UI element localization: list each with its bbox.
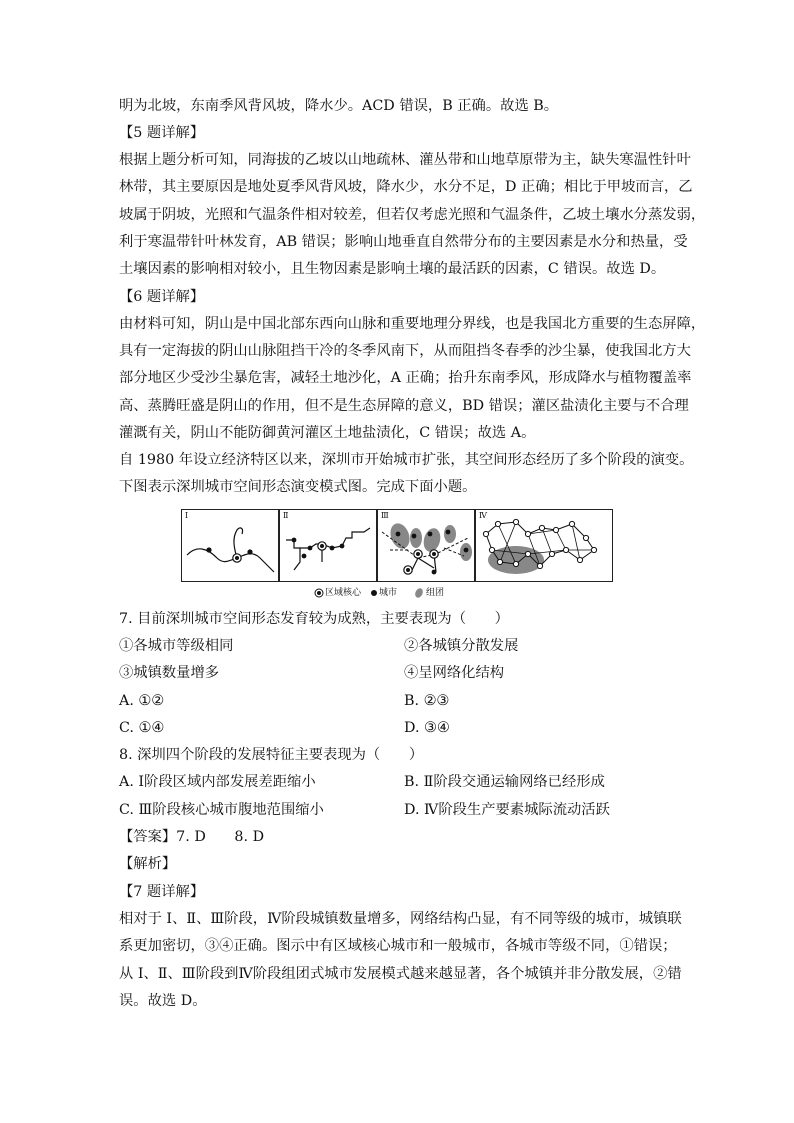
text-line: 具有一定海拔的阴山山脉阻挡干冷的冬季风南下，从而阻挡冬春季的沙尘暴，使我国北方大 [119,343,691,359]
figure-legend [314,586,474,600]
text-line: 部分地区少受沙尘暴危害，减轻土地沙化，A 正确；抬升东南季风，形成降水与植物覆盖率 [119,370,692,386]
q8-option-b: B. Ⅱ阶段交通运输网络已经形成 [404,774,605,790]
panel-label: Ⅳ [479,511,487,520]
text-line: 自 1980 年设立经济特区以来，深圳市开始城市扩张，其空间形态经历了多个阶段的演变。 [119,452,694,468]
panel-label: Ⅲ [381,511,389,520]
q7-statement-2: ②各城镇分散发展 [404,638,519,654]
shenzhen-evolution-figure [181,509,613,582]
q5-header: 【5 题详解】 [119,125,205,141]
legend-cluster-label: 组团 [426,588,445,598]
text-line: 林带，其主要原因是地处夏季风背风坡，降水少，水分不足，D 正确；相比于甲坡而言，乙 [119,179,693,195]
q7-option-c: C. ①④ [119,720,165,736]
panel-label: Ⅰ [185,511,189,520]
text-line: 从 Ⅰ、Ⅱ、Ⅲ阶段到Ⅳ阶段组团式城市发展模式越来越显著，各个城镇并非分散发展，②错 [119,966,682,982]
panel-stage-3 [377,509,475,582]
text-line: 高、蒸腾旺盛是阴山的作用，但不是生态屏障的意义，BD 错误；灌区盐渍化主要与不合理 [119,398,689,414]
text-line: 系更加密切，③④正确。图示中有区域核心城市和一般城市，各城市等级不同，①错误； [119,938,677,954]
text-line: 由材料可知，阴山是中国北部东西向山脉和重要地理分界线，也是我国北方重要的生态屏障， [119,316,706,332]
cluster-icon [413,588,425,598]
text-line: 明为北坡，东南季风背风坡，降水少。ACD 错误，B 正确。故选 B。 [119,98,559,114]
core-city-icon [314,588,324,598]
panel-2-diagram [280,510,376,581]
q7-statement-3: ③城镇数量增多 [119,665,220,681]
panel-label: Ⅱ [283,511,289,520]
text-line: 相对于 Ⅰ、Ⅱ、Ⅲ阶段，Ⅳ阶段城镇数量增多，网络结构凸显，有不同等级的城市，城镇联 [119,911,682,927]
panel-1-diagram [182,510,278,581]
q7-stem: 7. 目前深圳城市空间形态发育较为成熟，主要表现为（ ） [119,611,509,627]
text-line: 利于寒温带针叶林发育，AB 错误；影响山地垂直自然带分布的主要因素是水分和热量，受 [119,234,688,250]
text-line: 根据上题分析可知，同海拔的乙坡以山地疏林、灌丛带和山地草原带为主，缺失寒温性针叶 [119,152,691,168]
legend-core-label: 区域核心 [325,588,362,598]
panel-3-diagram [378,510,474,581]
q8-option-a: A. Ⅰ阶段区域内部发展差距缩小 [119,774,316,790]
text-line: 误。故选 D。 [119,993,207,1009]
panel-stage-1 [181,509,279,582]
text-line: 灌溉有关，阴山不能防御黄河灌区土地盐渍化，C 错误；故选 A。 [119,425,536,441]
panel-stage-2 [279,509,377,582]
city-dot-icon [370,589,378,597]
panel-stage-4 [475,509,613,582]
panel-4-diagram [476,510,612,581]
q7-option-d: D. ③④ [404,720,450,736]
text-line: 坡属于阴坡，光照和气温条件相对较差，但若仅考虑光照和气温条件，乙坡土壤水分蒸发弱， [119,207,706,223]
q8-option-d: D. Ⅳ阶段生产要素城际流动活跃 [404,802,610,818]
q6-header: 【6 题详解】 [119,289,205,305]
text-line: 土壤因素的影响相对较小，且生物因素是影响土壤的最活跃的因素，C 错误。故选 D。 [119,261,666,277]
text-line: 下图表示深圳城市空间形态演变模式图。完成下面小题。 [119,479,477,495]
q7-detail-header: 【7 题详解】 [119,884,205,900]
q7-statement-1: ①各城市等级相同 [119,638,234,654]
q7-option-b: B. ②③ [404,693,450,709]
legend-city-label: 城市 [379,588,398,598]
q7-statement-4: ④呈网络化结构 [404,665,505,681]
q7-option-a: A. ①② [119,693,165,709]
q8-stem: 8. 深圳四个阶段的发展特征主要表现为（ ） [119,747,424,763]
q8-option-c: C. Ⅲ阶段核心城市腹地范围缩小 [119,802,324,818]
answer-label: 【答案】7. D 8. D [119,829,265,845]
analysis-header: 【解析】 [119,856,177,872]
